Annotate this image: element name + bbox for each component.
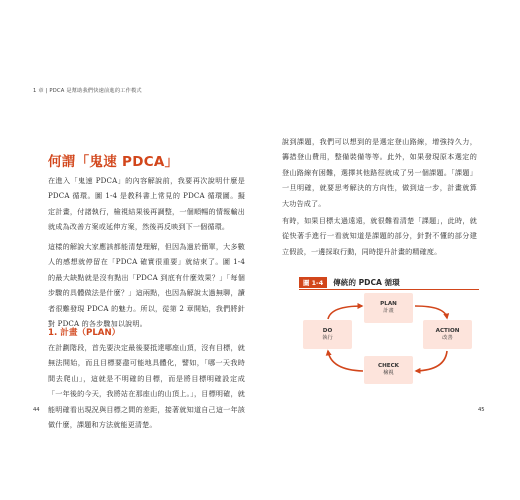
node-label: ACTION (435, 327, 460, 334)
page-number: 44 (33, 407, 40, 413)
node-label: PLAN (380, 301, 397, 307)
body-paragraph: 在計劃階段，首先要決定最後要抵達哪座山頂，沒有目標，就無法開始，而且目標要盡可能地具體化，譬如，「哪一天我時間去爬山」，這就是不明確的目標，而是將目標明確設定成「一年後的今天，我將站在那座山的山頂上。」，目標明確，就能明確看出現況與目標之間的差距，接著就知道自己這一年該做什麼，課題和方法就能更清楚。 (48, 343, 245, 430)
node-check (364, 356, 413, 384)
arrow-action-to-check (416, 351, 447, 371)
node-label: DO (322, 327, 333, 334)
node-plan (364, 293, 413, 323)
node-sublabel: 檢視 (383, 370, 394, 376)
figure-caption (299, 277, 400, 288)
node-label: CHECK (377, 363, 400, 369)
body-paragraph: 有時，如果目標太過遠遠，就很難看清楚「課題」，此時，就從快著手進行一看就知道是課題的部分，針對不懂的部分建立假設，一邊採取行動，同時提升計畫的精確度。 (282, 216, 477, 256)
arrow-plan-to-action (415, 306, 447, 318)
section-title: 何謂「鬼速 PDCA」 (48, 154, 179, 170)
node-sublabel: 改善 (442, 334, 453, 341)
figure-tag: 圖 1-4 (299, 277, 327, 288)
node-sublabel: 執行 (322, 334, 333, 341)
figure-title: 傳統的 PDCA 循環 (333, 278, 400, 287)
pdca-cycle-diagram (295, 292, 485, 400)
body-paragraph: 這樣的解說大家應該都能清楚理解，但因為過於簡單，大多數人的感想就停留在「PDCA 確實很重要」就結束了。圖 1-4 的最大缺點就是沒有點出「PDCA 到底有什麼效果？」「每個步驟的具體做法是什麼？」這兩點，也因為解說太過無聊，讀者很難發現 PDCA 的魅力。所以，從第 2 章開始，我們將針對 PDCA 的各步驟加以說明。 (48, 242, 245, 329)
figure-rule (299, 289, 479, 290)
body-paragraph: 說到課題，我們可以想到的是選定登山路線，增強持久力，籌措登山費用，整備裝備等等。此外，如果發現原本選定的登山路線有困難，選擇其他路徑就成了另一個課題。「課題」一旦明確，就要思考解決的方向性，做到這一步，計畫就算大功告成了。 (282, 137, 477, 208)
arrow-do-to-plan (328, 306, 362, 319)
node-action (423, 320, 472, 349)
arrow-check-to-do (328, 351, 363, 371)
page-number: 45 (478, 407, 485, 413)
subsection-title: 1. 計畫（PLAN） (48, 328, 121, 338)
body-paragraph: 在進入「鬼速 PDCA」的內容解說前，我要再次說明什麼是 PDCA 循環。圖 1-4 是教科書上常見的 PDCA 循環圖。擬定計畫，付諸執行，檢視結果後再調整，一個順暢的情報輸出就成為改善方案或延伸方案，然後再反映到下一個循環。 (48, 176, 245, 232)
node-sublabel: 計畫 (383, 308, 394, 314)
running-head: 1 章 | PDCA 是幫助我們快速前進的工作模式 (33, 88, 142, 94)
node-do (303, 320, 352, 349)
